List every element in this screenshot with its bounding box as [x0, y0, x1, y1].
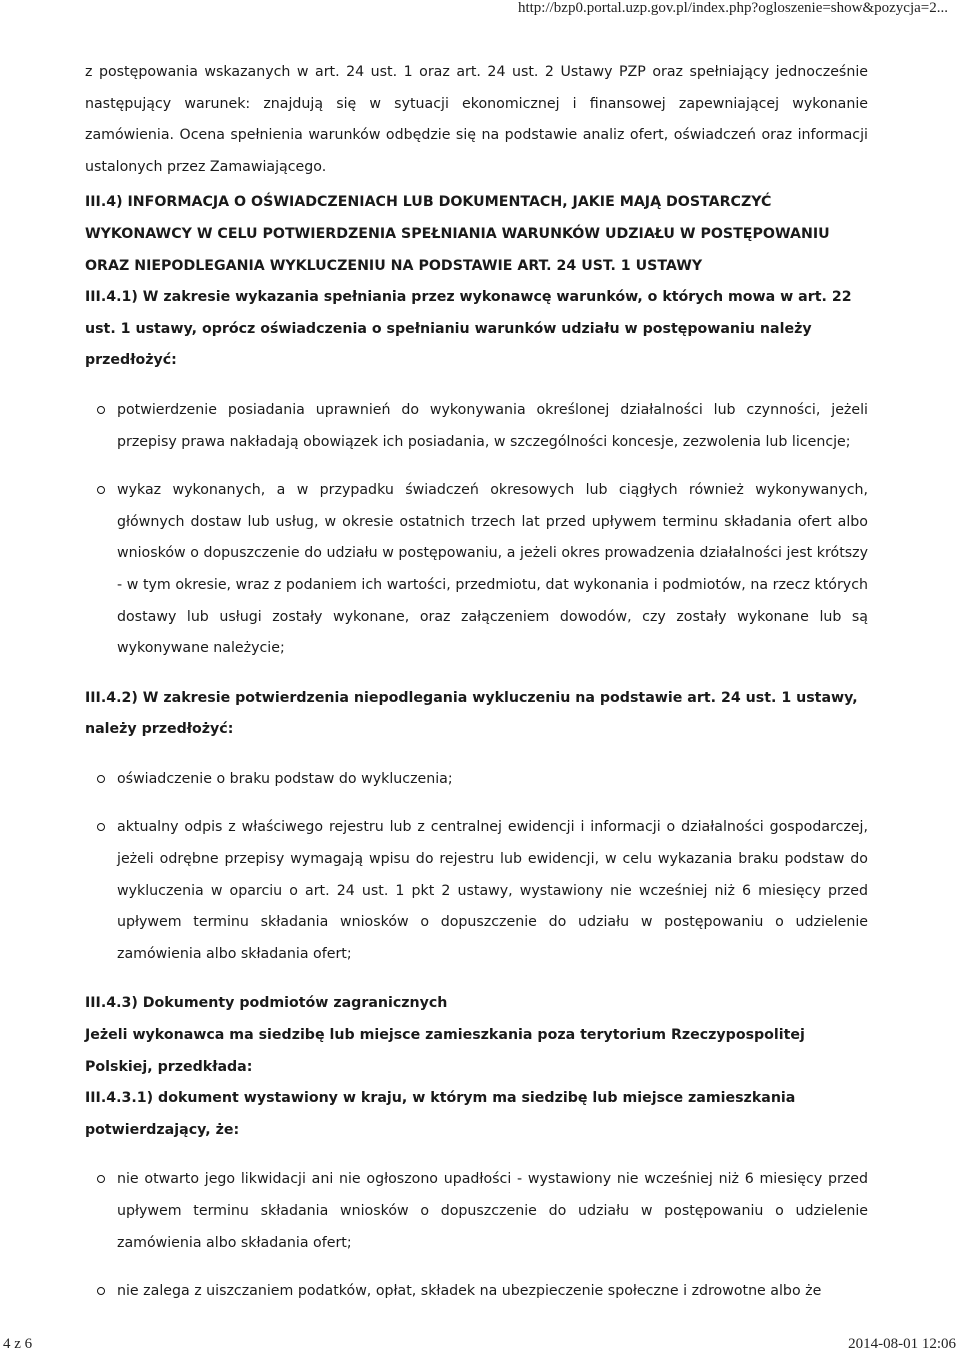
bullet-icon [97, 1175, 105, 1183]
intro-paragraph: z postępowania wskazanych w art. 24 ust. 1 oraz art. 24 ust. 2 Ustawy PZP oraz spełniający jednocześnie następujący warunek: znajdują się w sytuacji ekonomicznej i finansowej zapewniającej wykonanie zamówienia. Ocena spełnienia warunków odbędzie się na podstawie analiz ofert, oświadczeń oraz informacji ustalonych przez Zamawiającego. [85, 64, 868, 175]
list-item-text: potwierdzenie posiadania uprawnień do wykonywania określonej działalności lub czynności, jeżeli przepisy prawa nakładają obowiązek ich posiadania, w szczególności koncesje, zezwolenia lub licencje; [117, 401, 868, 450]
subsection-heading-3-4-3: III.4.3) Dokumenty podmiotów zagranicznych [85, 995, 448, 1012]
list-item-text: oświadczenie o braku podstaw do wykluczenia; [117, 770, 453, 787]
list-item [85, 1276, 868, 1308]
document-body [85, 57, 868, 1308]
list-item-text: nie otwarto jego likwidacji ani nie ogłoszono upadłości - wystawiony nie wcześniej niż 6 miesięcy przed upływem terminu składania wniosków o dopuszczenie do udziału w postępowaniu o udzielenie zamówienia albo składania ofert; [117, 1171, 868, 1251]
bullet-icon [97, 406, 105, 414]
print-header-url: http://bzp0.portal.uzp.gov.pl/index.php?ogloszenie=show&pozycja=2... [517, 0, 948, 16]
list-item-text: nie zalega z uiszczaniem podatków, opłat, składek na ubezpieczenie społeczne i zdrowotne albo że [117, 1283, 822, 1300]
page-number: 4 z 6 [3, 1336, 33, 1352]
requirements-list-3-4-3-1 [85, 1164, 868, 1307]
subsection-heading-3-4-2: III.4.2) W zakresie potwierdzenia niepodlegania wykluczeniu na podstawie art. 24 ust. 1 ustawy, należy przedłożyć: [85, 689, 858, 738]
spacer [85, 1146, 868, 1164]
spacer [85, 665, 868, 683]
bullet-icon [97, 1287, 105, 1295]
requirements-list-3-4-1 [85, 395, 868, 665]
bullet-icon [97, 486, 105, 494]
spacer [85, 377, 868, 395]
list-item [85, 812, 868, 970]
subsection-heading-3-4-1: III.4.1) W zakresie wykazania spełniania przez wykonawcę warunków, o których mowa w art. 22 ust. 1 ustawy, oprócz oświadczenia o spełnianiu warunków udziału w postępowaniu należy przedłożyć: [85, 289, 852, 369]
print-datetime: 2014-08-01 12:06 [848, 1336, 956, 1352]
spacer [85, 970, 868, 988]
list-item [85, 764, 868, 796]
requirements-list-3-4-2 [85, 764, 868, 971]
bullet-icon [97, 823, 105, 831]
list-item-text: aktualny odpis z właściwego rejestru lub z centralnej ewidencji i informacji o działalności gospodarczej, jeżeli odrębne przepisy wymagają wpisu do rejestru lub ewidencji, w celu wykazania braku podstaw do wykluczenia w oparciu o art. 24 ust. 1 pkt 2 ustawy, wystawiony nie wcześniej niż 6 miesięcy przed upływem terminu składania wniosków o dopuszczenie do udziału w postępowaniu o udzielenie zamówienia albo składania ofert; [117, 819, 868, 962]
list-item [85, 395, 868, 458]
section-heading-3-4: III.4) INFORMACJA O OŚWIADCZENIACH LUB DOKUMENTACH, JAKIE MAJĄ DOSTARCZYĆ WYKONAWCY W CELU POTWIERDZENIA SPEŁNIANIA WARUNKÓW UDZIAŁU W POSTĘPOWANIU ORAZ NIEPODLEGANIA WYKLUCZENIU NA PODSTAWIE ART. 24 UST. 1 USTAWY [85, 194, 830, 274]
spacer [85, 746, 868, 764]
bullet-icon [97, 775, 105, 783]
foreign-entities-intro: Jeżeli wykonawca ma siedzibę lub miejsce zamieszkania poza terytorium Rzeczypospolitej Polskiej, przedkłada: [85, 1027, 805, 1075]
list-item [85, 475, 868, 665]
list-item [85, 1164, 868, 1259]
print-footer [0, 1336, 960, 1354]
list-item-text: wykaz wykonanych, a w przypadku świadczeń okresowych lub ciągłych również wykonywanych, głównych dostaw lub usług, w okresie ostatnich trzech lat przed upływem terminu składania ofert albo wniosków o dopuszczenie do udziału w postępowaniu, a jeżeli okres prowadzenia działalności jest krótszy - w tym okresie, wraz z podaniem ich wartości, przedmiotu, dat wykonania i podmiotów, na rzecz których dostawy lub usługi zostały wykonane, oraz załączeniem dowodów, czy zostały wykonane lub są wykonywane należycie; [117, 482, 868, 657]
subsection-heading-3-4-3-1: III.4.3.1) dokument wystawiony w kraju, w którym ma siedzibę lub miejsce zamieszkania potwierdzający, że: [85, 1090, 796, 1138]
